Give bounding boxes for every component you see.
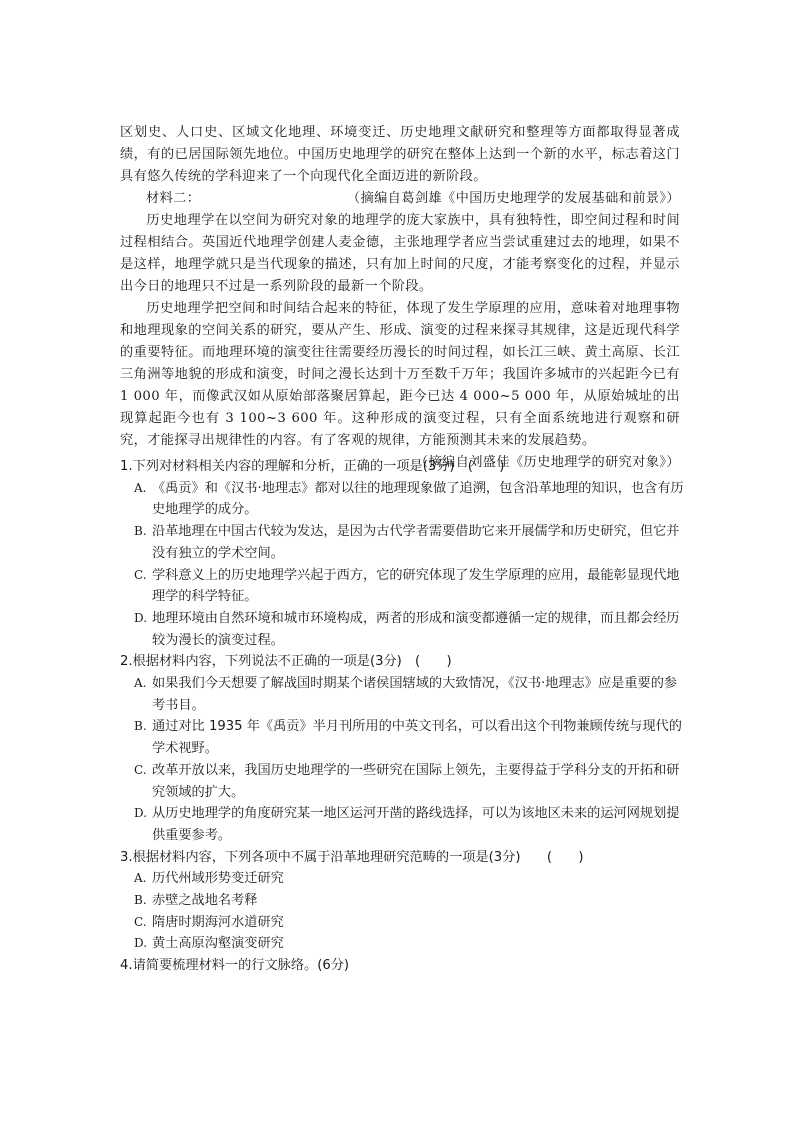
option-text: 如果我们今天想要了解战国时期某个诸侯国辖域的大致情况，《汉书·地理志》应是重要的参考书目。	[152, 676, 678, 713]
option-text: 赤壁之战地名考释	[152, 893, 258, 909]
option-text: 黄土高原沟壑演变研究	[152, 936, 284, 952]
option-c[interactable]	[120, 565, 685, 608]
passage-one-source: （摘编自葛剑雄《中国历史地理学的发展基础和前景》）	[346, 191, 680, 206]
option-b[interactable]	[120, 716, 685, 759]
option-text: 隋唐时期海河水道研究	[152, 914, 284, 930]
option-text: 从历史地理学的角度研究某一地区运河开凿的路线选择，可以为该地区未来的运河网规划提供重要参考。	[152, 806, 680, 843]
option-a[interactable]	[120, 673, 685, 716]
option-b[interactable]	[120, 521, 685, 564]
question-stem: 4.请简要梳理材料一的行文脉络。(6分)	[120, 958, 350, 974]
option-a[interactable]	[120, 868, 685, 890]
question-2	[120, 651, 685, 846]
option-label: B.	[134, 719, 147, 734]
option-label: C.	[134, 567, 147, 582]
option-c[interactable]	[120, 760, 685, 803]
material-two-source: （摘编自刘盛佳《历史地理学的研究对象》）	[414, 455, 680, 470]
option-text: 历代州域形势变迁研究	[152, 871, 284, 887]
question-1	[120, 456, 685, 651]
question-stem: 1.下列对材料相关内容的理解和分析，正确的一项是(3分) ( )	[120, 459, 505, 474]
option-c[interactable]	[120, 912, 685, 934]
option-label: D.	[134, 806, 148, 821]
option-text: 沿革地理在中国古代较为发达，是因为古代学者需要借助它来开展儒学和历史研究，但它并没有独立的学术空间。	[152, 524, 680, 561]
option-label: B.	[134, 524, 147, 539]
material-two-paragraph-1: 历史地理学在以空间为研究对象的地理学的庞大家族中，具有独特性，即空间过程和时间过程相结合。英国近代地理学创建人麦金德，主张地理学者应当尝试重建过去的地理，如果不是这样，地理学就只是当代现象的描述，只有加上时间的尺度，才能考察变化的过程，并显示出今日的地理只不过是一系列阶段的最新一个阶段。	[120, 213, 680, 294]
option-text: 地理环境由自然环境和城市环境构成，两者的形成和演变都遵循一定的规律，而且都会经历较为漫长的演变过程。	[152, 610, 680, 648]
option-d[interactable]	[120, 608, 685, 651]
option-d[interactable]	[120, 803, 685, 846]
question-3	[120, 847, 685, 956]
question-list	[120, 456, 685, 977]
passage-one-paragraph: 区划史、人口史、区域文化地理、环境变迁、历史地理文献研究和整理等方面都取得显著成绩，有的已居国际领先地位。中国历史地理学的研究在整体上达到一个新的水平，标志着这门具有悠久传统的学科迎来了一个向现代化全面迈进的新阶段。	[120, 125, 680, 184]
option-text: 通过对比 1935 年《禹贡》半月刊所用的中英文刊名，可以看出这个刊物兼顾传统与现代的学术视野。	[152, 719, 682, 757]
question-4	[120, 955, 685, 977]
material-two	[120, 188, 680, 474]
option-label: C.	[134, 762, 147, 777]
option-text: 改革开放以来，我国历史地理学的一些研究在国际上领先，主要得益于学科分支的开拓和研究领域的扩大。	[152, 762, 680, 800]
option-label: D.	[134, 610, 148, 625]
option-label: D.	[134, 936, 148, 951]
option-label: A.	[134, 871, 147, 886]
question-stem: 3.根据材料内容，下列各项中不属于沿革地理研究范畴的一项是(3分) ( )	[120, 849, 584, 865]
option-d[interactable]	[120, 933, 685, 955]
option-text: 学科意义上的历史地理学兴起于西方，它的研究体现了发生学原理的应用，最能彰显现代地理学的科学特征。	[152, 567, 680, 605]
option-label: A.	[134, 480, 147, 495]
option-label: A.	[134, 676, 147, 691]
question-stem: 2.根据材料内容，下列说法不正确的一项是(3分) ( )	[120, 654, 452, 670]
option-a[interactable]	[120, 478, 685, 521]
material-two-title: 材料二：	[146, 191, 201, 206]
option-label: C.	[134, 914, 147, 929]
option-label: B.	[134, 893, 147, 908]
material-two-paragraph-2: 历史地理学把空间和时间结合起来的特征，体现了发生学原理的应用，意味着对地理事物和地理现象的空间关系的研究，要从产生、形成、演变的过程来探寻其规律，这是近现代科学的重要特征。而地理环境的演变往往需要经历漫长的时间过程，如长江三峡、黄土高原、长江三角洲等地貌的形成和演变，时间之漫长达到十万至数千万年；我国许多城市的兴起距今已有 1 000 年，而像武汉如从原始部落聚居算起，距今已达 4 000~5 000 年，从原始城址的出现算起距今也有 3 100~3 600 年。这种形成的演变过程，只有全面系统地进行观察和研究，才能探寻出规律性的内容。有了客观的规律，方能预测其未来的发展趋势。	[120, 301, 680, 448]
option-b[interactable]	[120, 890, 685, 912]
option-text: 《禹贡》和《汉书·地理志》都对以往的地理现象做了追溯，包含沿革地理的知识，也含有历史地理学的成分。	[152, 480, 684, 518]
